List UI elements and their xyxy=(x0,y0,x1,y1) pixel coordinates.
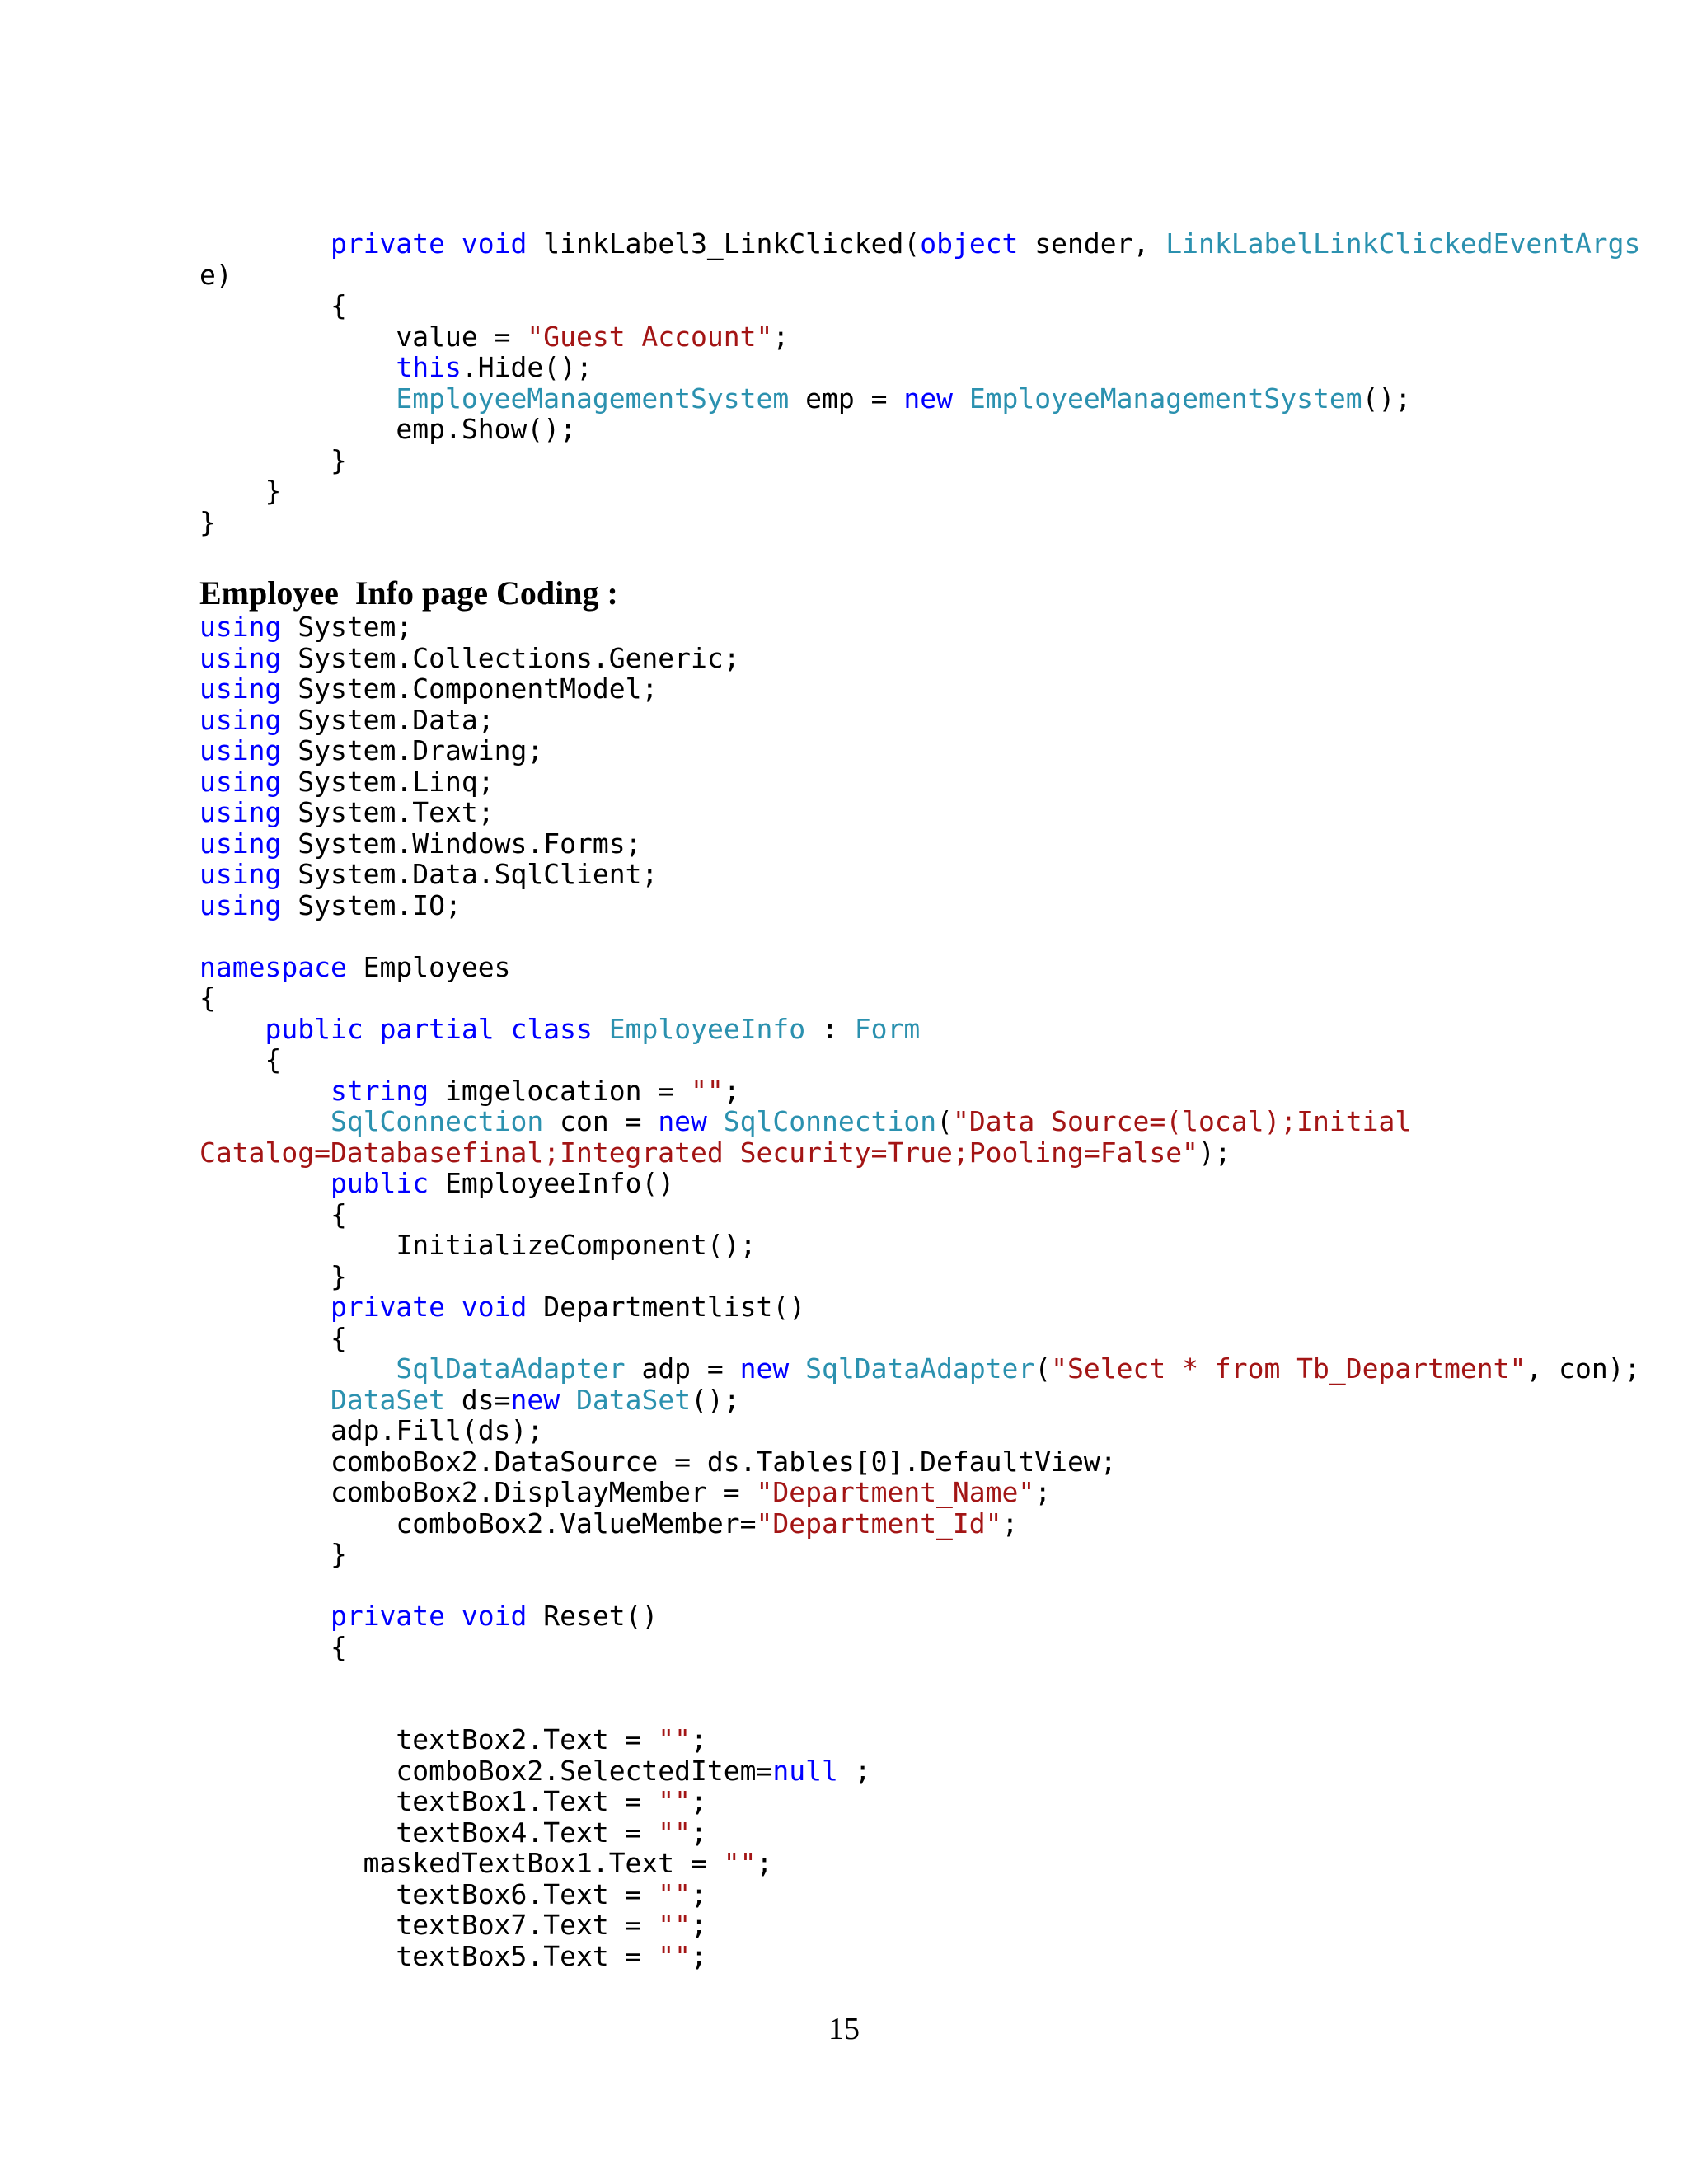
code-line xyxy=(199,1817,1683,1849)
code-line xyxy=(199,383,1683,415)
code-token xyxy=(199,1600,331,1632)
code-token: private xyxy=(330,227,446,260)
code-token: .Hide(); xyxy=(461,351,593,383)
code-token xyxy=(199,1075,331,1107)
code-token: comboBox2.ValueMember= xyxy=(199,1507,757,1540)
code-block-employee-info xyxy=(199,612,1683,1971)
code-token: using xyxy=(199,641,282,674)
code-token xyxy=(199,382,396,415)
code-line xyxy=(199,859,1683,890)
code-token: "Select * from Tb_Department" xyxy=(1051,1352,1526,1385)
code-token: this xyxy=(396,351,462,383)
code-token: LinkLabelLinkClickedEventArgs xyxy=(1165,227,1641,260)
code-token: value = xyxy=(199,320,528,353)
code-token xyxy=(199,351,396,383)
code-line xyxy=(199,1230,1683,1261)
code-token: "Data Source=(local);Initial xyxy=(952,1105,1412,1137)
code-token: "" xyxy=(658,1723,692,1755)
code-token xyxy=(560,1384,576,1416)
code-token: System.Text; xyxy=(281,796,495,828)
code-line xyxy=(199,352,1683,383)
code-token: ; xyxy=(691,1909,707,1941)
code-token: using xyxy=(199,611,282,643)
code-token: System.ComponentModel; xyxy=(281,673,659,705)
code-token: ; xyxy=(1034,1476,1052,1508)
code-token xyxy=(789,1352,805,1385)
code-token: Employees xyxy=(346,950,511,983)
code-token: new xyxy=(510,1383,560,1416)
code-token: sender, xyxy=(1018,227,1166,260)
code-token: ( xyxy=(936,1105,953,1137)
code-token: System.Collections.Generic; xyxy=(281,641,740,674)
code-token: { xyxy=(199,289,347,321)
code-line xyxy=(199,1662,1683,1694)
code-token: using xyxy=(199,796,282,828)
code-token: } xyxy=(199,1538,347,1570)
code-token: textBox1.Text = xyxy=(199,1785,659,1817)
code-token: { xyxy=(199,1197,347,1230)
code-token: { xyxy=(199,1321,347,1354)
code-token: private xyxy=(330,1600,446,1632)
code-token xyxy=(445,227,462,260)
code-line xyxy=(199,890,1683,921)
code-token: object xyxy=(920,227,1019,260)
code-token: SqlDataAdapter xyxy=(396,1352,626,1385)
code-line xyxy=(199,1261,1683,1292)
code-line xyxy=(199,1415,1683,1446)
code-token: System.Drawing; xyxy=(281,734,544,766)
code-line xyxy=(199,1848,1683,1879)
code-token: e) xyxy=(199,258,232,291)
code-token: ; xyxy=(691,1877,707,1910)
code-token: ; xyxy=(691,1939,707,1972)
code-token: SqlDataAdapter xyxy=(805,1352,1035,1385)
code-token: using xyxy=(199,734,282,766)
code-line xyxy=(199,228,1683,260)
code-token: new xyxy=(739,1352,790,1385)
code-token: linkLabel3_LinkClicked( xyxy=(527,227,921,260)
code-token: void xyxy=(461,1600,528,1632)
code-token: } xyxy=(199,1259,347,1292)
code-line xyxy=(199,1014,1683,1045)
code-token: "" xyxy=(691,1074,724,1107)
code-token xyxy=(199,1013,265,1045)
code-token: } xyxy=(199,475,282,507)
code-token: private xyxy=(330,1291,446,1323)
code-line xyxy=(199,507,1683,538)
code-line xyxy=(199,1199,1683,1230)
code-token: { xyxy=(199,982,216,1014)
code-token: { xyxy=(199,1043,282,1076)
code-token: "" xyxy=(658,1909,692,1941)
code-token xyxy=(199,1384,331,1416)
code-token: new xyxy=(658,1105,707,1137)
code-line xyxy=(199,1446,1683,1478)
code-token: adp.Fill(ds); xyxy=(199,1414,544,1446)
code-token: DataSet xyxy=(576,1383,692,1416)
code-token: EmployeeManagementSystem xyxy=(396,382,790,415)
code-token: "Department_Id" xyxy=(756,1507,1002,1540)
code-token: emp.Show(); xyxy=(199,413,576,445)
code-token: textBox4.Text = xyxy=(199,1816,659,1849)
code-line xyxy=(199,1106,1683,1137)
code-line xyxy=(199,1168,1683,1199)
code-token: using xyxy=(199,673,282,705)
code-token xyxy=(199,1167,331,1199)
code-token xyxy=(445,1291,462,1323)
code-token: using xyxy=(199,827,282,860)
code-line xyxy=(199,952,1683,983)
code-token xyxy=(953,382,969,415)
code-line xyxy=(199,1601,1683,1632)
code-token xyxy=(445,1600,462,1632)
code-token: Form xyxy=(854,1012,921,1045)
code-token: comboBox2.SelectedItem= xyxy=(199,1754,773,1787)
code-line xyxy=(199,643,1683,674)
code-token xyxy=(199,1352,396,1385)
code-token: ; xyxy=(691,1785,707,1817)
code-token: System.Linq; xyxy=(281,765,495,798)
code-line xyxy=(199,735,1683,766)
code-line xyxy=(199,1137,1683,1169)
code-token: ( xyxy=(1034,1352,1052,1385)
code-token: System.Data.SqlClient; xyxy=(281,858,659,890)
code-token: ; xyxy=(772,320,790,353)
code-token: System.IO; xyxy=(281,888,462,921)
code-token: "" xyxy=(658,1939,692,1972)
code-line xyxy=(199,828,1683,860)
code-token: InitializeComponent(); xyxy=(199,1229,757,1261)
code-token: ; xyxy=(837,1754,871,1787)
code-token xyxy=(363,1013,380,1045)
code-token: ; xyxy=(691,1723,707,1755)
code-token: string xyxy=(330,1074,429,1107)
code-line xyxy=(199,1291,1683,1323)
code-line xyxy=(199,1724,1683,1755)
code-token: maskedTextBox1.Text = xyxy=(199,1847,724,1879)
code-token xyxy=(707,1105,724,1137)
code-token: , con); xyxy=(1526,1352,1641,1385)
code-token: EmployeeInfo() xyxy=(429,1167,675,1199)
code-token: public xyxy=(330,1167,429,1199)
code-token: EmployeeManagementSystem xyxy=(968,382,1362,415)
code-token xyxy=(593,1013,609,1045)
code-token: DataSet xyxy=(330,1383,446,1416)
code-token: emp = xyxy=(789,382,904,415)
code-line xyxy=(199,705,1683,736)
code-line xyxy=(199,260,1683,291)
code-token: public xyxy=(265,1012,363,1045)
code-token: Reset() xyxy=(527,1600,659,1632)
code-token xyxy=(199,1105,331,1137)
code-line xyxy=(199,1539,1683,1570)
code-token: using xyxy=(199,888,282,921)
code-token: void xyxy=(461,227,528,260)
code-line xyxy=(199,1755,1683,1787)
code-line xyxy=(199,1910,1683,1941)
code-token: class xyxy=(510,1012,593,1045)
code-token: "" xyxy=(658,1785,692,1817)
code-line xyxy=(199,321,1683,353)
code-token: SqlConnection xyxy=(330,1105,544,1137)
code-line xyxy=(199,1879,1683,1910)
code-token: textBox2.Text = xyxy=(199,1723,659,1755)
code-token: comboBox2.DisplayMember = xyxy=(199,1476,757,1508)
code-line xyxy=(199,1323,1683,1354)
code-line xyxy=(199,982,1683,1014)
page-number: 15 xyxy=(828,2012,860,2046)
code-token: "Department_Name" xyxy=(756,1476,1035,1508)
section-heading: Employee Info page Coding : xyxy=(199,574,618,612)
code-token: using xyxy=(199,703,282,736)
code-line xyxy=(199,766,1683,798)
code-token: { xyxy=(199,1630,347,1663)
code-line xyxy=(199,921,1683,952)
code-token: (); xyxy=(691,1383,740,1416)
code-token: System; xyxy=(281,611,413,643)
code-line xyxy=(199,1632,1683,1663)
code-line xyxy=(199,612,1683,643)
code-token: imgelocation = xyxy=(429,1074,692,1107)
code-token: ; xyxy=(691,1816,707,1849)
code-token: "" xyxy=(658,1816,692,1849)
code-token: "Guest Account" xyxy=(527,320,773,353)
code-line xyxy=(199,1477,1683,1508)
code-token: new xyxy=(903,382,953,415)
code-token: null xyxy=(772,1754,838,1787)
code-line xyxy=(199,414,1683,445)
code-token: partial xyxy=(379,1012,495,1045)
code-token: "" xyxy=(658,1877,692,1910)
code-line xyxy=(199,1044,1683,1076)
code-token xyxy=(199,227,331,260)
code-token xyxy=(199,1291,331,1323)
code-line xyxy=(199,1694,1683,1725)
code-token: ; xyxy=(723,1074,740,1107)
code-line xyxy=(199,1076,1683,1107)
code-token: textBox6.Text = xyxy=(199,1877,659,1910)
code-line xyxy=(199,290,1683,321)
code-token: SqlConnection xyxy=(723,1105,937,1137)
code-token: void xyxy=(461,1291,528,1323)
code-token: (); xyxy=(1362,382,1412,415)
code-token: ); xyxy=(1198,1136,1231,1169)
code-line xyxy=(199,1353,1683,1385)
code-token: "" xyxy=(723,1847,757,1879)
code-token: Departmentlist() xyxy=(527,1291,806,1323)
code-token: EmployeeInfo xyxy=(608,1012,806,1045)
code-token: Catalog=Databasefinal;Integrated Security=True;Pooling=False" xyxy=(199,1136,1198,1169)
code-token: adp = xyxy=(625,1352,740,1385)
code-line xyxy=(199,673,1683,705)
code-token: textBox7.Text = xyxy=(199,1909,659,1941)
code-token: ; xyxy=(1001,1507,1019,1540)
code-block-link-label-handler xyxy=(199,228,1683,537)
code-token: System.Data; xyxy=(281,703,495,736)
code-token: namespace xyxy=(199,950,347,983)
code-line xyxy=(199,1570,1683,1601)
code-line xyxy=(199,1941,1683,1972)
code-line xyxy=(199,476,1683,507)
code-token: : xyxy=(805,1012,855,1045)
code-token: using xyxy=(199,765,282,798)
code-token: System.Windows.Forms; xyxy=(281,827,642,860)
code-token: ; xyxy=(756,1847,773,1879)
code-line xyxy=(199,445,1683,476)
code-token: comboBox2.DataSource = ds.Tables[0].DefaultView; xyxy=(199,1445,1117,1478)
code-token: } xyxy=(199,505,216,538)
code-token xyxy=(495,1013,511,1045)
code-token: ds= xyxy=(445,1383,511,1416)
code-token: } xyxy=(199,443,347,476)
code-line xyxy=(199,1508,1683,1540)
code-token: con = xyxy=(543,1105,659,1137)
code-line xyxy=(199,797,1683,828)
code-token: using xyxy=(199,858,282,890)
code-line xyxy=(199,1385,1683,1416)
code-token: textBox5.Text = xyxy=(199,1939,659,1972)
code-line xyxy=(199,1786,1683,1817)
